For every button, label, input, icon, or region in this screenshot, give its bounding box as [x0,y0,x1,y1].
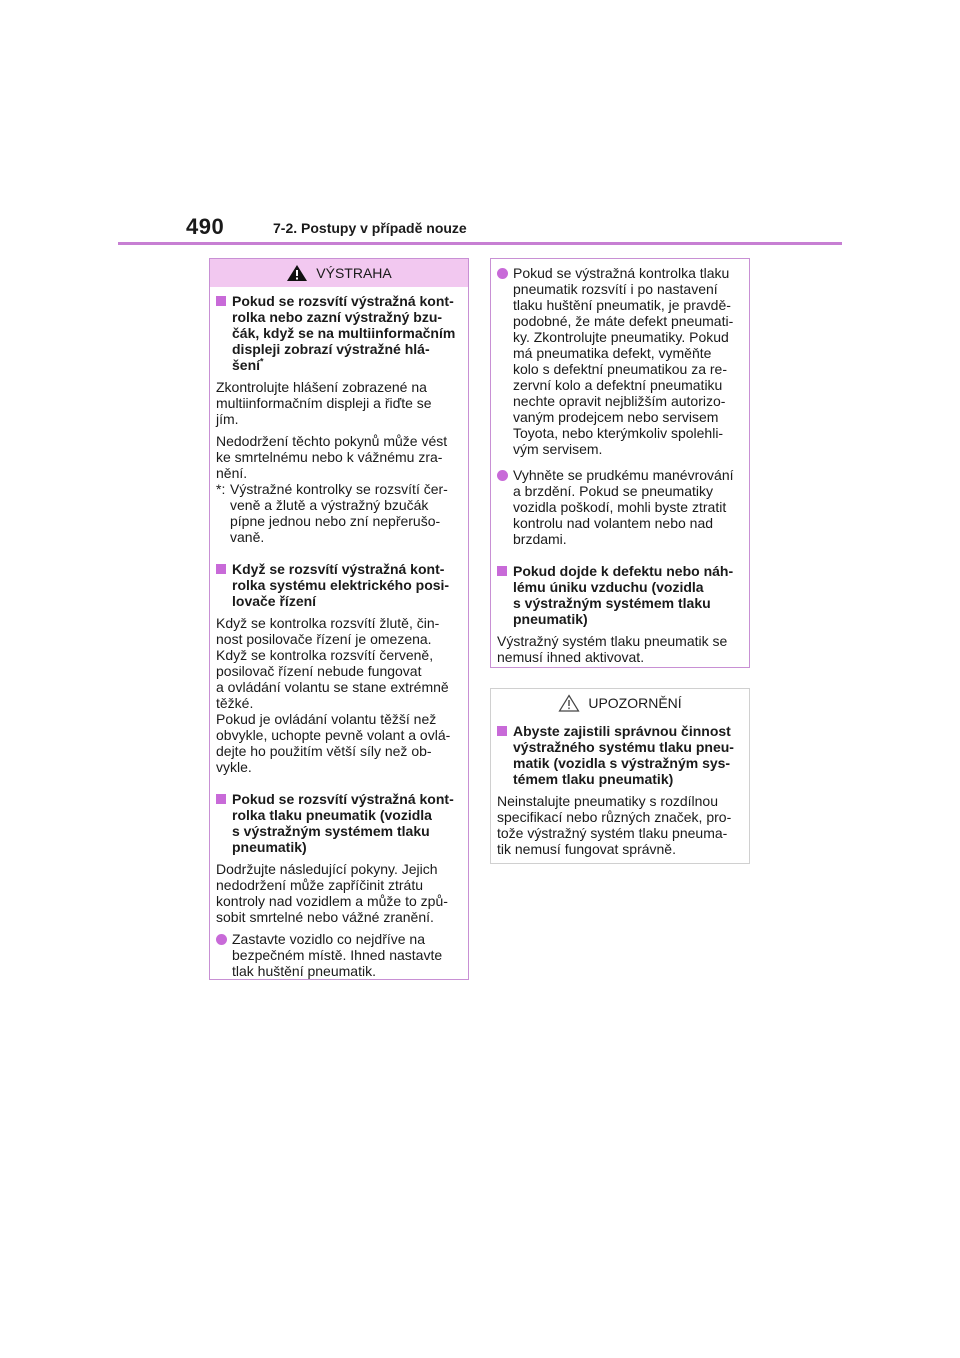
warning-box-title: VÝSTRAHA [316,265,392,281]
list-item [216,931,462,979]
warning-box-continued [490,258,750,668]
header-rule [118,242,842,245]
paragraph: Výstražný systém tlaku pneumatik se nemusí ihned aktivovat. [497,633,728,665]
circle-bullet-icon [216,934,227,945]
warning-box-continued-body [491,259,749,671]
square-bullet-icon [216,564,226,574]
caution-triangle-icon [558,694,580,712]
square-bullet-icon [216,794,226,804]
section-heading [216,791,462,855]
warning-triangle-icon [286,264,308,282]
paragraph: Neinstalujte pneumatiky s rozdílnou specifikací nebo různých značek, pro- tože výstražný systém tlaku pneuma- tik nemusí fungovat správně. [497,793,732,857]
section-heading [216,293,462,373]
circle-bullet-icon [497,470,508,481]
warning-box-body [210,287,468,985]
heading-text: Abyste zajistili správnou činnost výstražného systému tlaku pneu- matik (vozidla s výstražným sys- témem tlaku pneumatik) [513,723,734,787]
footnote-star: * [260,356,264,367]
paragraph: Dodržujte následující pokyny. Jejich nedodržení může zapříčinit ztrátu kontroly nad vozidlem a může to způ- sobit smrtelné nebo vážné zranění. [216,861,448,925]
section-heading [497,723,743,787]
section-heading [497,563,743,627]
square-bullet-icon [497,726,507,736]
circle-bullet-icon [497,268,508,279]
caution-box [490,688,750,864]
list-item [497,265,743,457]
heading-text: Pokud se rozsvítí výstražná kont- rolka nebo zazní výstražný bzu- čák, když se na multiinformačním displeji zobrazí výstražné hlá- šení [232,293,456,373]
footnote-text: Výstražné kontrolky se rozsvítí čer- veně a žlutě a výstražný bzučák pípne jednou nebo zní nepřerušo- vaně. [230,481,448,545]
paragraph: Když se kontrolka rozsvítí žlutě, čin- nost posilovače řízení je omezena. Když se kontrolka rozsvítí červeně, posilovač řízení nebude fungovat a ovládání volantu se stane extrémně těžké. Pokud je ovládání volantu těžší než obvykle, uchopte pevně volant a ovlá- dejte ho použitím větší síly než ob- vykle. [216,615,451,775]
list-item [497,467,743,547]
footnote-mark: *: [216,481,226,497]
list-item-text: Zastavte vozidlo co nejdříve na bezpečném místě. Ihned nastavte tlak huštění pneumatik. [232,931,443,979]
warning-box-header [210,259,468,287]
list-item-text: Pokud se výstražná kontrolka tlaku pneumatik rozsvítí i po nastavení tlaku huštění pneumatik, je pravdě- podobné, že máte defekt pneumati- ky. Zkontrolujte pneumatiky. Pokud má pneumatika defekt, vyměňte kolo s defektní pneumatikou za re- zervní kolo a defektní pneumatiku nechte opravit nejbližším autorizo- vaným prodejcem nebo servisem Toyota, nebo kterýmkoliv spolehli- vým servisem. [513,265,734,457]
paragraph: Nedodržení těchto pokynů může vést ke smrtelnému nebo k vážnému zra- nění. [216,433,448,481]
heading-text: Pokud dojde k defektu nebo náh- lému úniku vzduchu (vozidla s výstražným systémem tlaku pneumatik) [513,563,734,627]
paragraph: Zkontrolujte hlášení zobrazené na multiinformačním displeji a řiďte se jím. [216,379,432,427]
caution-box-title: UPOZORNĚNÍ [588,695,682,711]
section-title: 7-2. Postupy v případě nouze [273,220,467,236]
section-heading [216,561,462,609]
square-bullet-icon [216,296,226,306]
footnote [216,481,462,545]
list-item-text: Vyhněte se prudkému manévrování a brzdění. Pokud se pneumatiky vozidla poškodí, mohli byste ztratit kontrolu nad volantem nebo nad brzdami. [513,467,734,547]
caution-box-header [491,689,749,717]
square-bullet-icon [497,566,507,576]
heading-text: Když se rozsvítí výstražná kont- rolka systému elektrického posi- lovače řízení [232,561,450,609]
warning-box [209,258,469,980]
page-number: 490 [186,214,225,239]
heading-text: Pokud se rozsvítí výstražná kont- rolka tlaku pneumatik (vozidla s výstražným systémem tlaku pneumatik) [232,791,454,855]
caution-box-body [491,717,749,863]
